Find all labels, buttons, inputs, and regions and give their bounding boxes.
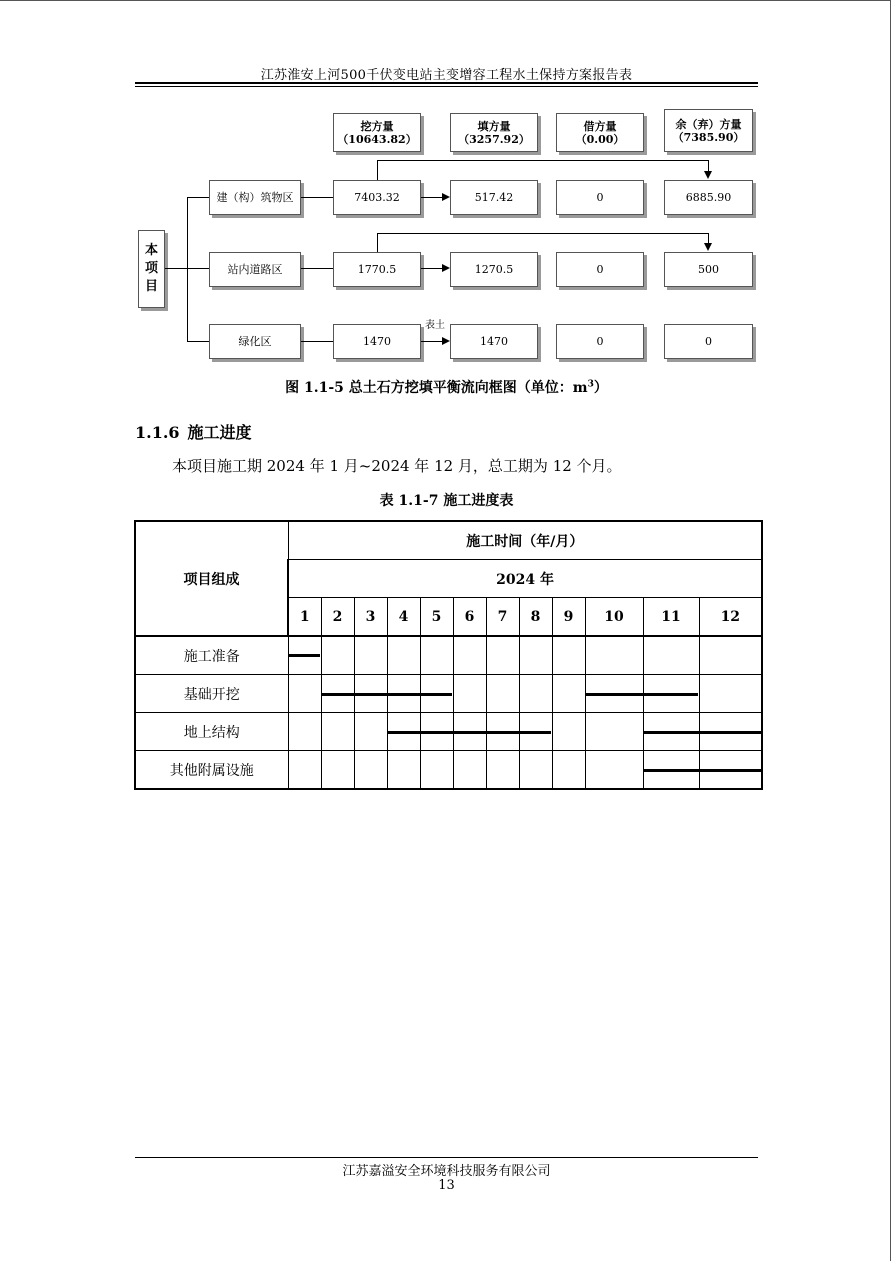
section-title: 施工进度 (187, 423, 252, 442)
figure-caption-closing: ） (593, 380, 608, 396)
connector-line (187, 197, 209, 198)
month-cell (552, 636, 585, 675)
surplus-flow-line (377, 233, 378, 252)
section-number: 1.1.6 (135, 423, 180, 442)
area-label: 建（构）筑物区 (216, 191, 294, 204)
section-heading (135, 420, 252, 443)
month-cell (585, 751, 643, 790)
month-cell (387, 751, 420, 790)
month-cell (486, 675, 519, 713)
month-header-cell: 10 (585, 598, 643, 637)
month-header-cell: 4 (387, 598, 420, 637)
header-box-label: 借方量 (583, 119, 617, 133)
header-box-fill (450, 113, 538, 152)
month-cell (453, 636, 486, 675)
month-cell (585, 713, 643, 751)
figure-caption-superscript: 3 (587, 379, 594, 390)
excavation-box-buildings (333, 180, 421, 215)
month-cell (420, 751, 453, 790)
month-cell (354, 713, 387, 751)
month-cell (486, 636, 519, 675)
task-name-cell: 基础开挖 (135, 675, 288, 713)
month-header-cell: 11 (643, 598, 699, 637)
figure-caption-text: 图 1.1-5 总土石方挖填平衡流向框图（单位：m (285, 380, 588, 396)
connector-trunk (187, 197, 188, 342)
month-cell (288, 675, 321, 713)
header-box-label: 挖方量 (360, 119, 394, 133)
arrow-line (421, 268, 442, 269)
page-header-title: 江苏淮安上河500千伏变电站主变增容工程水土保持方案报告表 (260, 68, 633, 83)
topsoil-note: 表土 (425, 320, 445, 331)
fill-value: 1470 (480, 335, 508, 348)
surplus-flow-line (377, 233, 708, 234)
row-header-cell: 项目组成 (135, 521, 288, 636)
month-cell (453, 751, 486, 790)
fill-box-roads (450, 252, 538, 287)
month-cell (699, 636, 762, 675)
task-rows (135, 636, 762, 789)
connector-line (187, 268, 209, 269)
fill-value: 517.42 (474, 191, 514, 204)
month-cell (486, 751, 519, 790)
figure-caption (135, 377, 758, 397)
arrow-line (421, 341, 442, 342)
time-header-cell: 施工时间（年/月） (288, 521, 762, 560)
month-cell (643, 636, 699, 675)
connector-line (301, 268, 333, 269)
fill-box-buildings (450, 180, 538, 215)
arrow-down-icon (704, 171, 712, 179)
arrow-down-icon (704, 243, 712, 251)
gantt-bar (388, 731, 551, 734)
surplus-value: 0 (705, 335, 712, 348)
month-header-cell: 12 (699, 598, 762, 637)
root-box-project (138, 230, 165, 308)
root-char: 本 (144, 243, 158, 258)
month-cell (519, 636, 552, 675)
month-cell (387, 636, 420, 675)
arrow-right-icon (442, 193, 450, 201)
table-caption: 表 1.1-7 施工进度表 (379, 493, 514, 509)
header-box-value: （7385.90） (672, 130, 745, 144)
month-cell (552, 713, 585, 751)
area-box-roads (209, 252, 301, 287)
surplus-box-buildings (664, 180, 753, 215)
area-label: 绿化区 (238, 335, 272, 348)
month-cell (699, 675, 762, 713)
header-box-borrow (556, 113, 644, 152)
borrow-box-roads (556, 252, 644, 287)
month-cell (519, 675, 552, 713)
month-cell (420, 636, 453, 675)
connector-line (301, 197, 333, 198)
month-cell (288, 751, 321, 790)
arrow-right-icon (442, 264, 450, 272)
header-rule-thin (135, 86, 758, 87)
surplus-value: 500 (698, 263, 719, 276)
surplus-value: 6885.90 (685, 191, 732, 204)
area-box-buildings (209, 180, 301, 215)
footer-company: 江苏嘉溢安全环境科技服务有限公司 (342, 1164, 551, 1179)
task-name-cell: 其他附属设施 (135, 751, 288, 790)
year-header-cell: 2024 年 (288, 560, 762, 598)
surplus-box-roads (664, 252, 753, 287)
task-name-cell: 地上结构 (135, 713, 288, 751)
month-cell (552, 751, 585, 790)
surplus-flow-line (377, 160, 708, 161)
arrow-right-icon (442, 337, 450, 345)
month-header-cell: 5 (420, 598, 453, 637)
fill-box-greening (450, 324, 538, 359)
gantt-bar (289, 654, 320, 657)
excavation-value: 7403.32 (354, 191, 400, 204)
surplus-box-greening (664, 324, 753, 359)
month-cell (552, 675, 585, 713)
month-header-cell: 3 (354, 598, 387, 637)
month-cell (585, 636, 643, 675)
header-rule (135, 82, 758, 84)
excavation-box-greening (333, 324, 421, 359)
header-box-value: （10643.82） (337, 132, 417, 146)
arrow-line (421, 197, 442, 198)
root-char: 项 (144, 261, 158, 276)
footer-rule (135, 1157, 758, 1158)
task-name-cell: 施工准备 (135, 636, 288, 675)
month-header-cell: 7 (486, 598, 519, 637)
root-char: 目 (144, 279, 158, 294)
schedule-table (134, 520, 763, 790)
gantt-bar (322, 693, 452, 696)
gantt-bar (644, 769, 761, 772)
page-number: 13 (438, 1178, 455, 1193)
connector-line (165, 268, 187, 269)
month-header-cell: 6 (453, 598, 486, 637)
header-box-value: （3257.92） (458, 132, 530, 146)
surplus-flow-line (377, 160, 378, 180)
header-box-excavation (333, 113, 421, 152)
month-cell (453, 675, 486, 713)
borrow-value: 0 (596, 263, 604, 276)
month-cell (354, 636, 387, 675)
month-header-cell: 2 (321, 598, 354, 637)
month-header-cell: 8 (519, 598, 552, 637)
header-box-label: 填方量 (477, 119, 511, 133)
connector-line (301, 341, 333, 342)
month-cell (288, 713, 321, 751)
month-cell (519, 751, 552, 790)
header-box-surplus (664, 109, 753, 152)
connector-line (187, 341, 209, 342)
borrow-value: 0 (596, 191, 604, 204)
month-cell (321, 636, 354, 675)
borrow-box-greening (556, 324, 644, 359)
excavation-value: 1770.5 (357, 263, 397, 276)
schedule-paragraph: 本项目施工期 2024 年 1 月~2024 年 12 月，总工期为 12 个月。 (172, 457, 622, 475)
excavation-box-roads (333, 252, 421, 287)
month-header-cell: 9 (552, 598, 585, 637)
month-cell (321, 713, 354, 751)
fill-value: 1270.5 (474, 263, 514, 276)
header-box-label: 余（弃）方量 (675, 117, 742, 131)
area-label: 站内道路区 (227, 263, 283, 276)
excavation-value: 1470 (363, 335, 391, 348)
borrow-box-buildings (556, 180, 644, 215)
borrow-value: 0 (596, 335, 604, 348)
gantt-bar (644, 731, 761, 734)
header-box-value: （0.00） (575, 132, 625, 146)
month-cell (321, 751, 354, 790)
gantt-bar (586, 693, 698, 696)
month-header-cell: 1 (288, 598, 321, 637)
area-box-greening (209, 324, 301, 359)
task-row (135, 636, 762, 675)
month-cell (354, 751, 387, 790)
